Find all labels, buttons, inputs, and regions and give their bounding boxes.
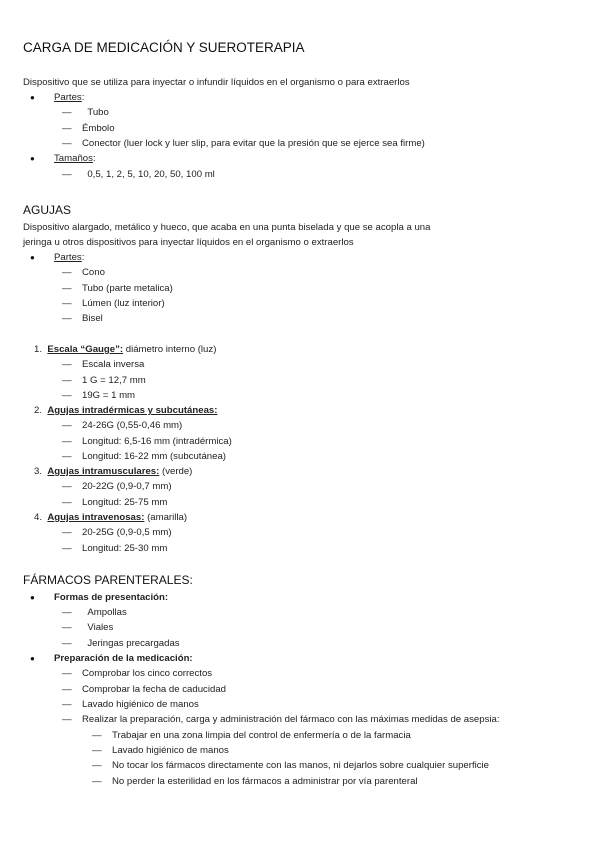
list-item: — Longitud: 6,5-16 mm (intradérmica) (62, 436, 232, 447)
list-item: — Comprobar los cinco correctos (62, 668, 213, 679)
list-item: — Lavado higiénico de manos (62, 699, 199, 710)
list-item: — Bisel (62, 313, 103, 324)
bullet-formas: ● Formas de presentación: (30, 592, 144, 603)
list-item: — Comprobar la fecha de caducidad (62, 684, 226, 695)
list-item: — Longitud: 25-75 mm (62, 497, 168, 508)
list-item: — 0,5, 1, 2, 5, 10, 20, 50, 100 ml (62, 169, 215, 180)
list-item: — Longitud: 16-22 mm (subcutánea) (62, 451, 226, 462)
list-item: — Émbolo (62, 123, 115, 134)
list-item: — Viales (62, 622, 114, 633)
numbered-item-3: 3. Agujas intramusculares: (verde) (34, 466, 193, 477)
list-item: — 20-25G (0,9-0,5 mm) (62, 527, 172, 538)
list-item: — Lúmen (luz interior) (62, 298, 165, 309)
bullet-tamanos: ● Tamaños: (30, 153, 72, 164)
farmacos-heading: FÁRMACOS PARENTERALES: (23, 573, 193, 587)
list-item: — Realizar la preparación, carga y administración del fármaco con las máximas medidas de asepsia: (62, 714, 500, 725)
list-item: — Tubo (parte metalica) (62, 283, 173, 294)
list-item: — 19G = 1 mm (62, 390, 136, 401)
jeringa-intro: Dispositivo que se utiliza para inyectar o infundir líquidos en el organismo o para extraerlos (23, 77, 410, 88)
numbered-item-1: 1. Escala “Gauge”: diámetro interno (luz) (34, 344, 217, 355)
list-item: — Jeringas precargadas (62, 638, 180, 649)
page-title: CARGA DE MEDICACIÓN Y SUEROTERAPIA (23, 40, 305, 55)
bullet-agujas-partes: ● Partes: (30, 252, 60, 263)
list-item: — 1 G = 12,7 mm (62, 375, 146, 386)
tamanos-label: Tamaños (54, 153, 93, 164)
numbered-item-4: 4. Agujas intravenosas: (amarilla) (34, 512, 188, 523)
list-item: — 20-22G (0,9-0,7 mm) (62, 481, 172, 492)
list-item: — Cono (62, 267, 105, 278)
list-item: — Longitud: 25-30 mm (62, 543, 168, 554)
list-item: — No tocar los fármacos directamente con las manos, ni dejarlos sobre cualquier superficie (92, 760, 489, 771)
list-item: — No perder la esterilidad en los fármacos a administrar por vía parenteral (92, 776, 418, 787)
list-item: — Escala inversa (62, 359, 145, 370)
partes-label: Partes (54, 92, 82, 103)
agujas-intro-1: Dispositivo alargado, metálico y hueco, que acaba en una punta biselada y que se acopla a una (23, 222, 431, 233)
list-item: — Ampollas (62, 607, 127, 618)
bullet-preparacion: ● Preparación de la medicación: (30, 653, 169, 664)
agujas-heading: AGUJAS (23, 203, 72, 217)
list-item: — Lavado higiénico de manos (92, 745, 229, 756)
bullet-partes: ● Partes: (30, 92, 60, 103)
numbered-item-2: 2. Agujas intradérmicas y subcutáneas: (34, 405, 218, 416)
list-item: — Tubo (62, 107, 109, 118)
list-item: — 24-26G (0,55-0,46 mm) (62, 420, 183, 431)
list-item: — Conector (luer lock y luer slip, para evitar que la presión que se ejerce sea firme) (62, 138, 425, 149)
agujas-intro-2: jeringa u otros dispositivos para inyectar líquidos en el organismo o extraerlos (23, 237, 354, 248)
list-item: — Trabajar en una zona limpia del control de enfermería o de la farmacia (92, 730, 411, 741)
